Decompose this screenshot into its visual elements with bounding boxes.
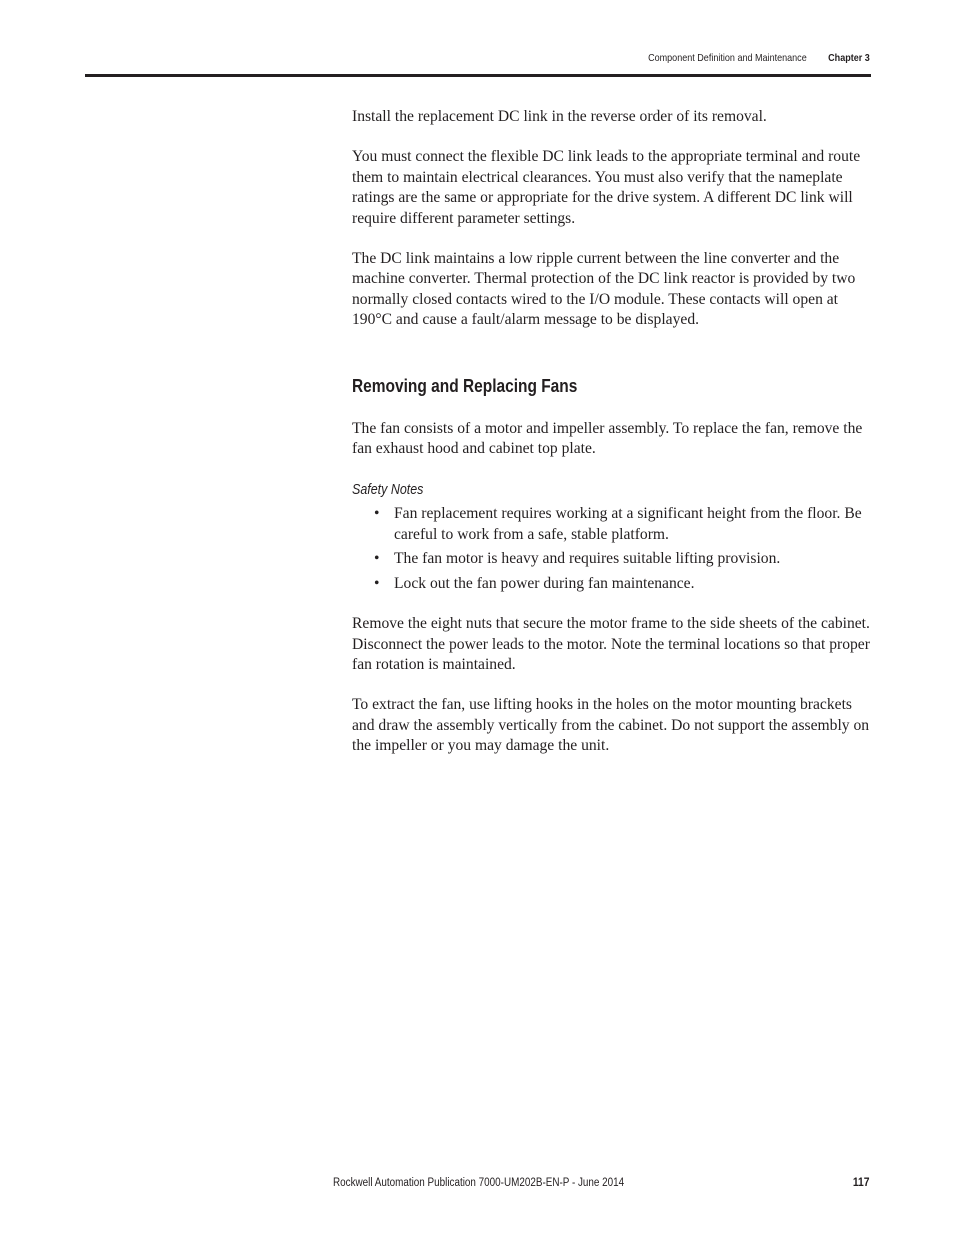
list-item-text: Lock out the fan power during fan maintenance.: [394, 574, 695, 592]
running-header: [648, 52, 870, 64]
header-section-title: Component Definition and Maintenance: [648, 52, 807, 64]
safety-notes-list: [352, 504, 872, 594]
body-paragraph: To extract the fan, use lifting hooks in the holes on the motor mounting brackets and draw the assembly vertically from the cabinet. Do not support the assembly on the impeller or you may damage the unit.: [352, 696, 870, 755]
bullet-icon: •: [374, 574, 380, 592]
list-item: [352, 574, 872, 594]
section-intro: The fan consists of a motor and impeller assembly. To replace the fan, remove the fan exhaust hood and cabinet top plate.: [352, 419, 863, 458]
bullet-icon: •: [374, 550, 380, 568]
safety-notes-subheading: Safety Notes: [352, 482, 424, 499]
footer-publication: Rockwell Automation Publication 7000-UM202B-EN-P - June 2014: [333, 1177, 625, 1189]
body-paragraph: The DC link maintains a low ripple current between the line converter and the machine converter. Thermal protection of the DC link reactor is provided by two normally closed contacts wired to the I/O module. These contacts will open at 190°C and cause a fault/alarm message to be displayed.: [352, 250, 856, 329]
page-number: 117: [853, 1177, 870, 1189]
body-paragraph: You must connect the flexible DC link leads to the appropriate terminal and route them to maintain electrical clearances. You must also verify that the nameplate ratings are the same or appropriate for the drive system. A different DC link will require different parameter settings.: [352, 148, 861, 227]
list-item: [352, 504, 872, 545]
main-content: [352, 107, 872, 757]
section-heading: Removing and Replacing Fans: [352, 375, 578, 396]
header-chapter-label: Chapter 3: [828, 52, 870, 64]
body-paragraph: Remove the eight nuts that secure the motor frame to the side sheets of the cabinet. Disconnect the power leads to the motor. Note the terminal locations so that proper fan rotation is maintained.: [352, 615, 870, 673]
body-paragraph: Install the replacement DC link in the reverse order of its removal.: [352, 108, 767, 125]
list-item-text: Fan replacement requires working at a significant height from the floor. Be careful to work from a safe, stable platform.: [394, 505, 862, 543]
list-item-text: The fan motor is heavy and requires suitable lifting provision.: [394, 550, 781, 568]
bullet-icon: •: [374, 505, 380, 523]
header-rule: [85, 74, 871, 77]
list-item: [352, 549, 872, 569]
